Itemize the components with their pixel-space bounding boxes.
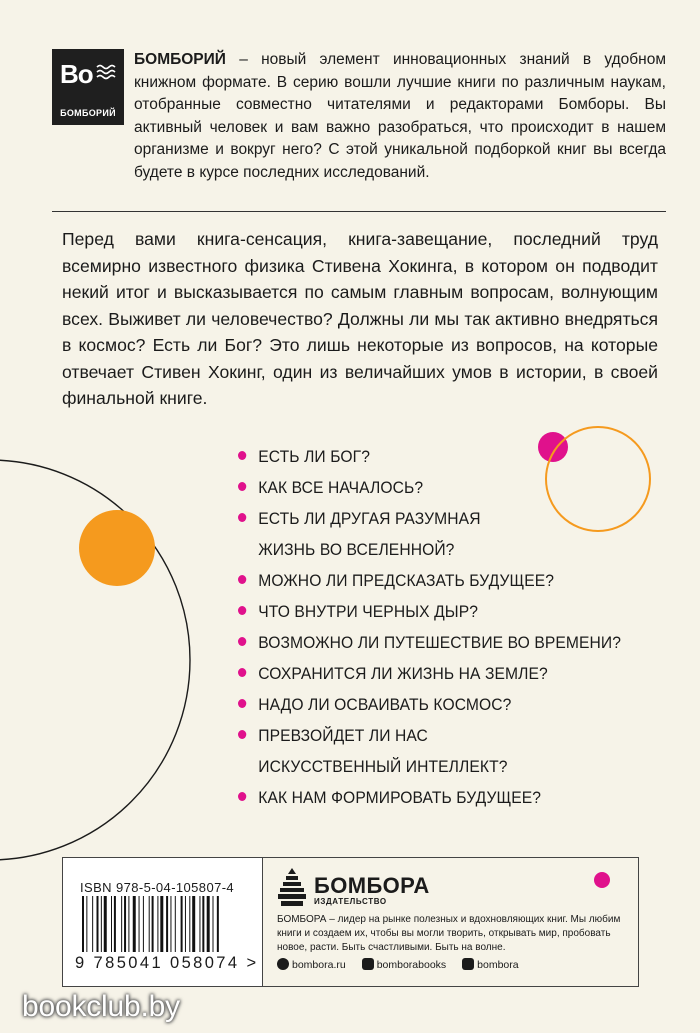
question-text-continued: ЖИЗНЬ ВО ВСЕЛЕННОЙ? [258, 540, 455, 559]
question-text-continued: ИСКУССТВЕННЫЙ ИНТЕЛЛЕКТ? [258, 757, 508, 776]
publisher-links [277, 958, 519, 971]
website-link[interactable]: bombora.ru [277, 958, 346, 971]
social-icon [462, 958, 474, 970]
bullet-dot-icon [238, 451, 246, 460]
pink-dot [594, 872, 610, 888]
barcode-number: 9 785041 058074 > [75, 954, 259, 972]
question-text: ЧТО ВНУТРИ ЧЕРНЫХ ДЫР? [258, 602, 479, 621]
divider [52, 211, 666, 212]
publisher-subtitle: ИЗДАТЕЛЬСТВО [314, 897, 387, 906]
book-annotation [62, 226, 658, 412]
vk-icon [362, 958, 374, 970]
question-item [238, 565, 634, 596]
question-text: МОЖНО ЛИ ПРЕДСКАЗАТЬ БУДУЩЕЕ? [258, 571, 555, 590]
series-logo [52, 49, 124, 125]
bullet-dot-icon [238, 699, 246, 708]
question-text: ПРЕВЗОЙДЕТ ЛИ НАС [258, 726, 428, 745]
publisher-name: БОМБОРА [314, 873, 430, 898]
series-logo-letters: Bo [60, 59, 93, 89]
bullet-dot-icon [238, 792, 246, 801]
bullet-dot-icon [238, 637, 246, 646]
waves-icon [96, 63, 118, 81]
question-text: КАК ВСЕ НАЧАЛОСЬ? [258, 478, 424, 497]
bullet-dot-icon [238, 575, 246, 584]
isbn: ISBN 978-5-04-105807-4 [80, 880, 235, 895]
question-text: СОХРАНИТСЯ ЛИ ЖИЗНЬ НА ЗЕМЛЕ? [258, 664, 548, 683]
watermark: bookclub.by [22, 990, 180, 1023]
questions-list [238, 441, 668, 813]
question-item [238, 689, 634, 720]
series-name: БОМБОРИЙ [134, 51, 226, 68]
question-item [238, 441, 634, 472]
question-item [238, 627, 634, 658]
vk-link[interactable]: bomborabooks [362, 958, 446, 971]
publisher-description: БОМБОРА – лидер на рынке полезных и вдохновляющих книг. Мы любим книги и создаем их, чтобы вы могли творить, открывать мир, пробовать новое, расти. Быть счастливыми. Быть на волне. [277, 914, 621, 953]
bullet-dot-icon [238, 668, 246, 677]
bullet-dot-icon [238, 513, 246, 522]
bullet-dot-icon [238, 730, 246, 739]
globe-icon [277, 958, 289, 970]
annotation-text: Перед вами книга-сенсация, книга-завещание, последний труд всемирно известного физика Стивена Хокинга, в котором он подводит некий итог и высказывается по самым главным вопросам, волнующим всех. Выживет ли человечество? Должны ли мы так активно внедряться в космос? Есть ли Бог? Это лишь некоторые из вопросов, на которые отвечает Стивен Хокинг, один из величайших умов в истории, в своей финальной книге. [62, 229, 658, 408]
bullet-dot-icon [238, 482, 246, 491]
question-item [238, 782, 634, 813]
publisher-logo-icon [277, 866, 307, 908]
social-link[interactable]: bombora [462, 958, 518, 971]
series-description [134, 49, 666, 184]
question-text: НАДО ЛИ ОСВАИВАТЬ КОСМОС? [258, 695, 512, 714]
series-description-text: – новый элемент инновационных знаний в удобном книжном формате. В серию вошли лучшие книги по различным наукам, отобранные совместно читателями и редакторами Бомборы. Вы активный человек и вам важно разобраться, что происходит в нашем организме и вокруг него? С этой уникальной подборкой книг вы всегда будете в курсе последних исследований. [134, 51, 666, 181]
question-item [238, 472, 634, 503]
question-text: КАК НАМ ФОРМИРОВАТЬ БУДУЩЕЕ? [258, 788, 542, 807]
barcode-image [82, 896, 252, 952]
question-text: ЕСТЬ ЛИ ДРУГАЯ РАЗУМНАЯ [258, 509, 481, 528]
question-item [238, 596, 634, 627]
series-logo-name: БОМБОРИЙ [60, 108, 116, 118]
question-item [238, 720, 634, 782]
bullet-dot-icon [238, 606, 246, 615]
question-text: ЕСТЬ ЛИ БОГ? [258, 447, 370, 466]
question-item [238, 658, 634, 689]
question-text: ВОЗМОЖНО ЛИ ПУТЕШЕСТВИЕ ВО ВРЕМЕНИ? [258, 633, 622, 652]
orange-filled-circle [79, 510, 155, 586]
question-item [238, 503, 634, 565]
